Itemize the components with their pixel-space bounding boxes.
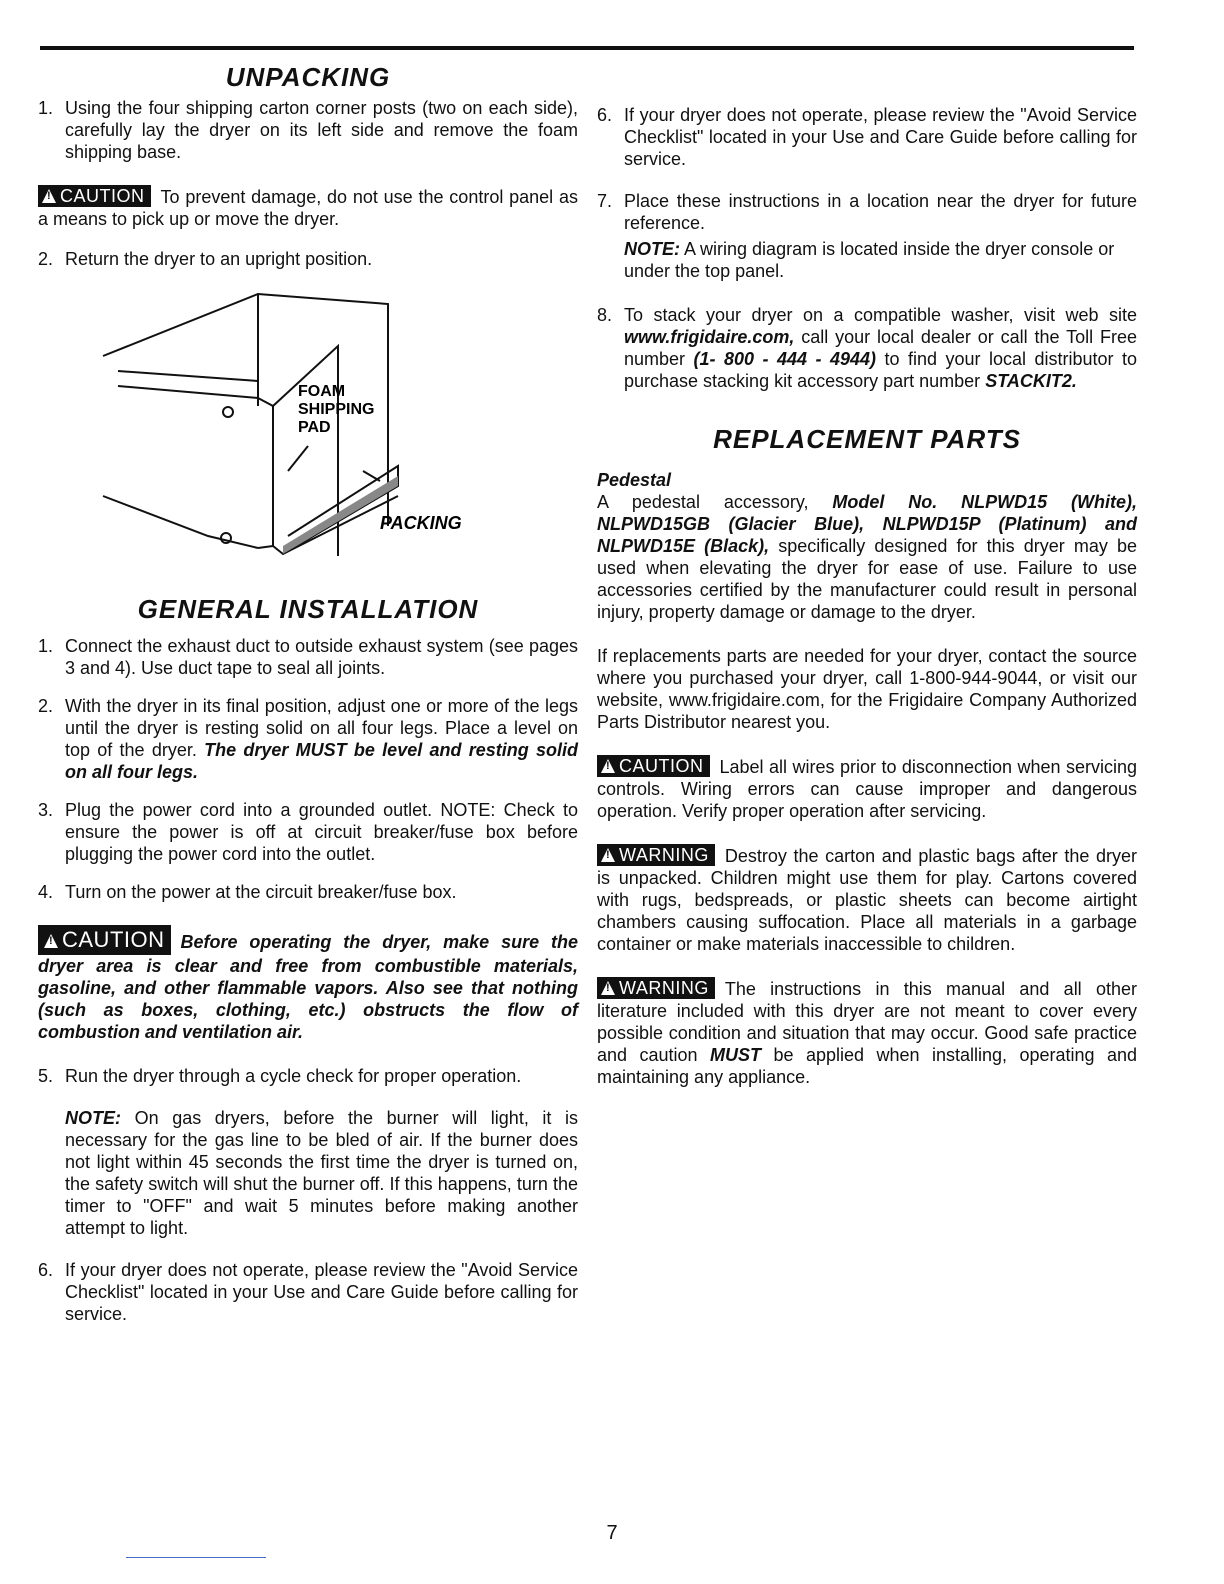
phone-number: (1- 800 - 444 - 4944): [693, 349, 876, 369]
website-text: www.frigidaire.com,: [624, 327, 795, 347]
warning-badge: !WARNING: [597, 977, 715, 999]
step-number: 2.: [38, 249, 54, 269]
general-step-6: [38, 1259, 578, 1325]
general-caution: [38, 925, 578, 1043]
caution-badge: !CAUTION: [38, 185, 151, 207]
packing-label: PACKING: [380, 513, 462, 533]
right-step-7-note: [624, 238, 1137, 282]
right-step-8: [597, 304, 1137, 392]
general-step-3: [38, 799, 578, 865]
warning-badge: !WARNING: [597, 844, 715, 866]
general-step-5: [38, 1065, 578, 1087]
foam-label: FOAM: [298, 383, 346, 400]
shipping-label: SHIPPING: [298, 401, 375, 418]
step-text: Connect the exhaust duct to outside exhaust system (see pages 3 and 4). Use duct tape to seal all joints.: [65, 636, 578, 678]
right-step-6: [597, 104, 1137, 170]
step-text: If your dryer does not operate, please review the "Avoid Service Checklist" located in your Use and Care Guide before calling for service.: [624, 105, 1137, 169]
caution-badge: !CAUTION: [597, 755, 710, 777]
caution-text: Before operating the dryer, make sure the dryer area is clear and free from combustible materials, gasoline, and other flammable vapors. Also see that nothing (such as boxes, clothing, etc.) obstructs the flow of combustion and ventilation air.: [38, 932, 578, 1042]
right-column: [597, 104, 1137, 1088]
note-text: On gas dryers, before the burner will light, it is necessary for the gas line to be bled of air. If the burner does not light within 45 seconds the first time the dryer is turned on, the safety switch will shut the burner off. If this happens, turn the timer to "OFF" and wait 5 minutes before making another attempt to light.: [65, 1108, 578, 1238]
step-number: 1.: [38, 98, 54, 118]
foam-packing-diagram: [98, 286, 518, 586]
step-number: 6.: [38, 1260, 54, 1280]
warning-triangle-icon: [601, 848, 615, 862]
caution-text: To prevent damage, do not use the control panel as a means to pick up or move the dryer.: [38, 187, 578, 229]
general-step-1: [38, 635, 578, 679]
caution-badge: !CAUTION: [38, 925, 171, 955]
pad-label: PAD: [298, 419, 331, 436]
replacement-caution: [597, 755, 1137, 822]
pedestal-heading: Pedestal: [597, 470, 672, 490]
step-number: 4.: [38, 882, 54, 902]
note-label: NOTE:: [624, 239, 680, 259]
right-step-7: [597, 190, 1137, 234]
warning-triangle-icon: [601, 759, 615, 773]
step-number: 6.: [597, 105, 613, 125]
left-column: [38, 62, 578, 1325]
step-number: 8.: [597, 305, 613, 325]
footer-link-line: [126, 1557, 266, 1558]
general-note: [65, 1107, 578, 1239]
note-label: NOTE:: [65, 1108, 121, 1128]
step-number: 2.: [38, 696, 54, 716]
step-text: With the dryer in its final position, adjust one or more of the legs until the dryer is resting solid on all four legs. Place a level on top of the dryer. The dryer MUST be level and resting solid on all four legs.: [65, 696, 578, 782]
warning-text: Destroy the carton and plastic bags after the dryer is unpacked. Children might use them for play. Cartons covered with rugs, bedspreads, or plastic sheets can become airtight chambers causing suffocation. Place all materials in a garbage container or make materials inaccessible to children.: [597, 846, 1137, 954]
parts-text: If replacements parts are needed for your dryer, contact the source where you purchased your dryer, call 1-800-944-9044, or visit our website, www.frigidaire.com, for the Frigidaire Company Authorized Parts Distributor nearest you.: [597, 646, 1137, 732]
step-number: 3.: [38, 800, 54, 820]
model-numbers: Model No. NLPWD15 (White), NLPWD15GB (Glacier Blue), NLPWD15P (Platinum) and NLPWD15E (Black),: [597, 492, 1137, 556]
step-text: Return the dryer to an upright position.: [65, 249, 373, 269]
step-text: Run the dryer through a cycle check for proper operation.: [65, 1066, 522, 1086]
note-text: A wiring diagram is located inside the dryer console or under the top panel.: [624, 239, 1115, 281]
warning-text: The instructions in this manual and all other literature included with this dryer are not meant to cover every possible condition and situation that may occur. Good safe practice and caution: [597, 979, 1137, 1065]
bold-warning-text: The dryer MUST be level and resting solid on all four legs.: [65, 740, 578, 782]
page-number: 7: [606, 1522, 618, 1544]
step-text: Turn on the power at the circuit breaker/fuse box.: [65, 882, 457, 902]
warning-triangle-icon: [42, 189, 56, 203]
step-text: To stack your dryer on a compatible washer, visit web site www.frigidaire.com, call your local dealer or call the Toll Free number (1- 800 - 444 - 4944) to find your local distributor to purchase stacking kit accessory part number STACKIT2.: [624, 305, 1137, 391]
replacement-parts-title: REPLACEMENT PARTS: [713, 424, 1021, 454]
top-rule: [40, 46, 1134, 50]
unpacking-title: UNPACKING: [225, 62, 391, 92]
step-number: 5.: [38, 1066, 54, 1086]
unpacking-caution: [38, 185, 578, 230]
part-number: STACKIT2.: [985, 371, 1077, 391]
warning-1: [597, 844, 1137, 955]
unpacking-step-1: [38, 97, 578, 163]
step-number: 7.: [597, 191, 613, 211]
warning-triangle-icon: [44, 934, 58, 948]
step-text: If your dryer does not operate, please review the "Avoid Service Checklist" located in your Use and Care Guide before calling for service.: [65, 1260, 578, 1324]
warning-triangle-icon: [601, 981, 615, 995]
step-text: Using the four shipping carton corner posts (two on each side), carefully lay the dryer on its left side and remove the foam shipping base.: [65, 98, 578, 162]
must-text: MUST: [710, 1045, 761, 1065]
general-step-2: [38, 695, 578, 783]
general-installation-title: GENERAL INSTALLATION: [137, 594, 479, 624]
step-number: 1.: [38, 636, 54, 656]
step-text: Plug the power cord into a grounded outlet. NOTE: Check to ensure the power is off at circuit breaker/fuse box before plugging the power cord into the outlet.: [65, 800, 578, 864]
warning-2: !WARNING The instructions in this manual and all other literature included with this dryer are not meant to cover every possible condition and situation that may occur. Good safe practice and caution MUST be applied when installing, operating and maintaining any appliance.: [597, 977, 1137, 1088]
pedestal-text: A pedestal accessory, Model No. NLPWD15 (White), NLPWD15GB (Glacier Blue), NLPWD15P (Platinum) and NLPWD15E (Black), specifically designed for this dryer may be used when elevating the dryer for ease of use. Failure to use accessories certified by the manufacturer could result in personal injury, property damage or damage to the dryer.: [597, 492, 1137, 622]
step-text: Place these instructions in a location near the dryer for future reference.: [624, 191, 1137, 233]
unpacking-step-2: [38, 248, 578, 270]
general-step-4: [38, 881, 578, 903]
caution-text: Label all wires prior to disconnection when servicing controls. Wiring errors can cause improper and dangerous operation. Verify proper operation after servicing.: [597, 757, 1137, 821]
